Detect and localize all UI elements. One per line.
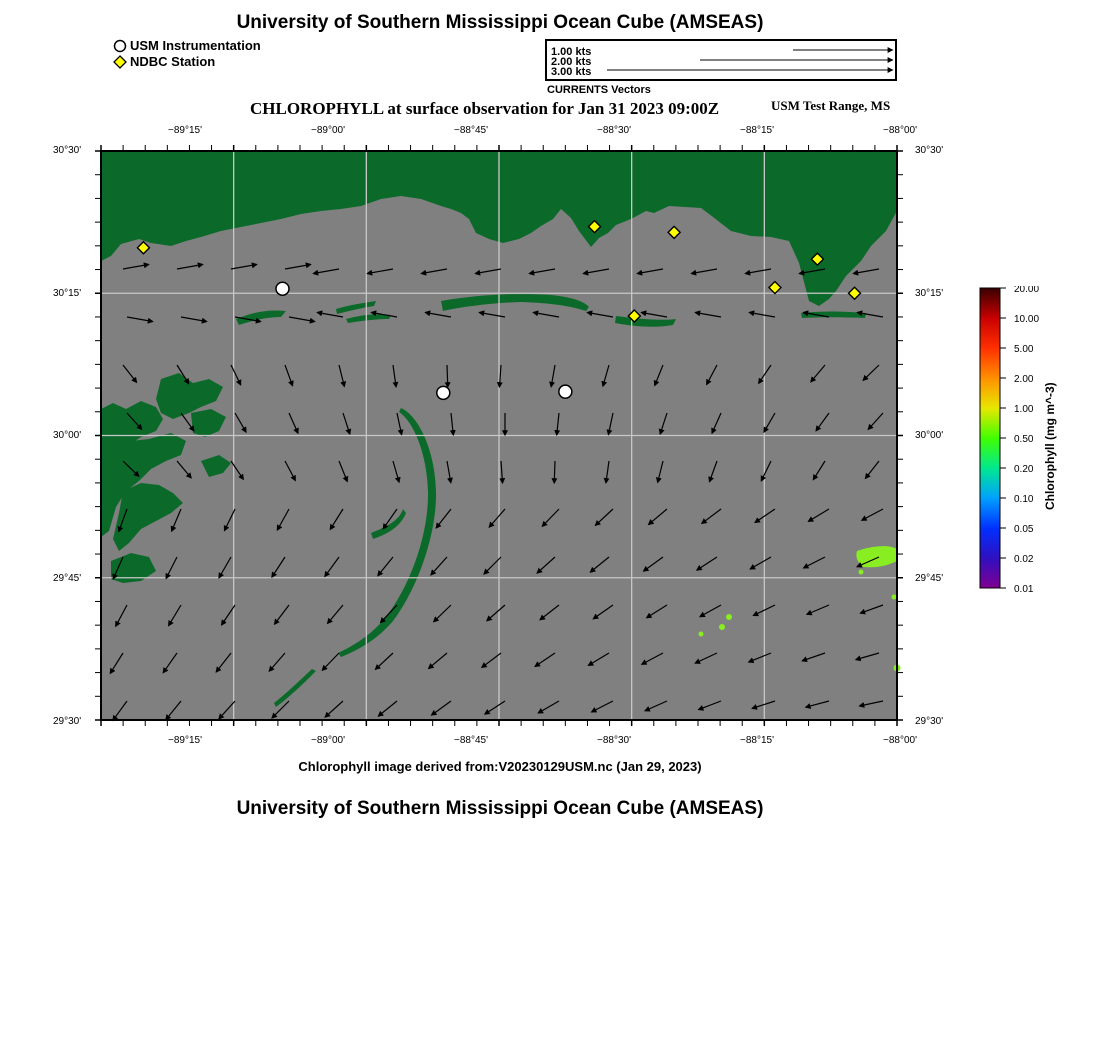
legend-ndbc-label: NDBC Station (130, 54, 216, 69)
footer-title: University of Southern Mississippi Ocean Cube (AMSEAS) (236, 798, 764, 819)
lat-tick-right: 30°30' (915, 145, 944, 156)
lon-tick-top: −88°45' (454, 125, 488, 136)
image-source-note: Chlorophyll image derived from:V20230129USM.nc (Jan 29, 2023) (298, 759, 702, 774)
lat-tick-right: 29°45' (915, 573, 944, 584)
colorbar-title: Chlorophyll (mg m^-3) (1043, 382, 1057, 510)
range-label: USM Test Range, MS (771, 98, 891, 113)
colorbar-segment (980, 378, 1000, 409)
colorbar-label: 0.05 (1014, 524, 1034, 535)
colorbar-segment (980, 438, 1000, 469)
vector-label-1: 1.00 kts (551, 46, 592, 58)
colorbar-label: 0.01 (1014, 584, 1034, 592)
legend-usm (113, 38, 261, 53)
vector-legend-box (545, 39, 897, 81)
usm-station-marker (276, 282, 289, 295)
usm-circle-icon (113, 39, 127, 53)
lon-tick-top: −88°30' (597, 125, 631, 136)
map-svg (95, 145, 910, 727)
vector-legend-arrows (547, 41, 895, 79)
colorbar-label: 2.00 (1014, 374, 1034, 385)
lon-tick-top: −88°15' (740, 125, 774, 136)
colorbar-label: 0.02 (1014, 554, 1034, 565)
lon-tick-bottom: −88°15' (740, 735, 774, 746)
colorbar-segment (980, 498, 1000, 529)
lat-tick-left: 29°45' (53, 573, 82, 584)
lat-tick-left: 29°30' (53, 716, 82, 727)
colorbar-label: 0.20 (1014, 464, 1034, 475)
vector-legend-caption: CURRENTS Vectors (547, 84, 651, 96)
colorbar-label: 10.00 (1014, 314, 1040, 325)
map-subtitle: CHLOROPHYLL at surface observation for Jan 31 2023 09:00Z (250, 99, 720, 118)
colorbar-segment (980, 528, 1000, 559)
lon-tick-top: −89°15' (168, 125, 202, 136)
current-vector (554, 461, 555, 483)
ndbc-diamond-icon (113, 55, 127, 69)
current-vector (447, 365, 448, 387)
colorbar-segment (980, 318, 1000, 349)
colorbar-segment (980, 348, 1000, 379)
colorbar-label: 0.10 (1014, 494, 1034, 505)
usm-station-marker (559, 385, 572, 398)
colorbar-segment (980, 288, 1000, 319)
lon-tick-top: −88°00' (883, 125, 917, 136)
barrier-island (801, 312, 866, 319)
vector-label-3: 3.00 kts (551, 66, 592, 78)
colorbar-segment (980, 558, 1000, 589)
usm-station-marker (437, 386, 450, 399)
lat-tick-left: 30°30' (53, 145, 82, 156)
lon-tick-bottom: −89°00' (311, 735, 345, 746)
lat-tick-right: 29°30' (915, 716, 944, 727)
colorbar-label: 0.50 (1014, 434, 1034, 445)
vector-label-2: 2.00 kts (551, 56, 592, 68)
chlorophyll-patch (719, 624, 725, 630)
lon-tick-bottom: −89°15' (168, 735, 202, 746)
lat-tick-left: 30°15' (53, 288, 82, 299)
colorbar-label: 20.00 (1014, 286, 1040, 295)
lat-tick-right: 30°00' (915, 430, 944, 441)
chlorophyll-patch (726, 614, 732, 620)
chlorophyll-patch (892, 595, 897, 600)
colorbar-segment (980, 408, 1000, 439)
chlorophyll-patch (699, 632, 704, 637)
lon-tick-bottom: −88°00' (883, 735, 917, 746)
lon-tick-top: −89°00' (311, 125, 345, 136)
colorbar-label: 5.00 (1014, 344, 1034, 355)
lat-tick-right: 30°15' (915, 288, 944, 299)
colorbar-label: 1.00 (1014, 404, 1034, 415)
chlorophyll-patch (859, 570, 864, 575)
station-legend (113, 38, 261, 69)
lon-tick-bottom: −88°30' (597, 735, 631, 746)
lat-tick-left: 30°00' (53, 430, 82, 441)
lon-tick-bottom: −88°45' (454, 735, 488, 746)
page-title: University of Southern Mississippi Ocean Cube (AMSEAS) (236, 12, 764, 33)
colorbar-segment (980, 468, 1000, 499)
legend-ndbc (113, 54, 261, 69)
legend-usm-label: USM Instrumentation (130, 38, 261, 53)
